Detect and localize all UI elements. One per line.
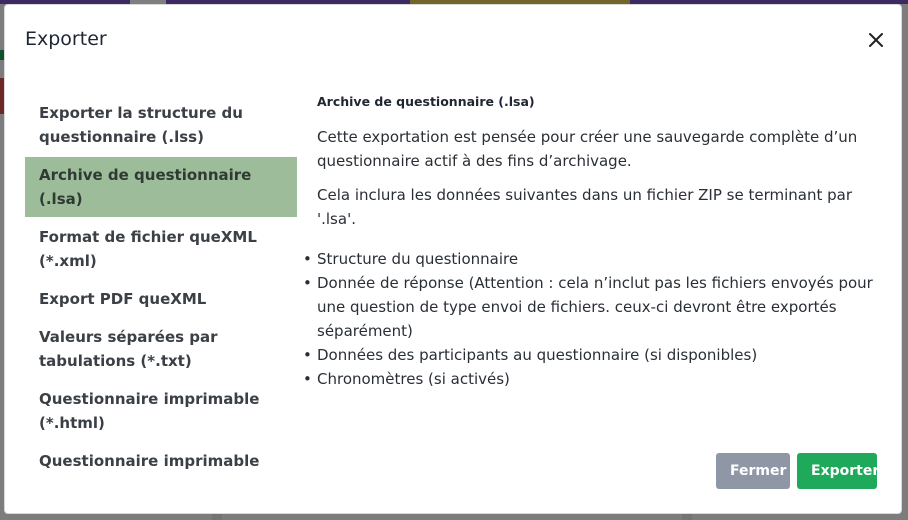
close-icon bbox=[865, 29, 887, 51]
export-option-lsa[interactable]: Archive de questionnaire (.lsa) bbox=[25, 157, 297, 217]
close-dialog-button[interactable]: Fermer bbox=[716, 453, 790, 489]
description-paragraph: Cela inclura les données suivantes dans un fichier ZIP se terminant par '.lsa'. bbox=[317, 186, 853, 228]
modal-title: Exporter bbox=[25, 28, 107, 50]
export-option-printable-html[interactable]: Questionnaire imprimable (*.html) bbox=[39, 390, 260, 432]
list-item: • Données des participants au questionnaire (si disponibles) bbox=[303, 343, 887, 367]
list-item: • Structure du questionnaire bbox=[303, 247, 887, 271]
export-modal bbox=[4, 4, 902, 514]
list-item: • Donnée de réponse (Attention : cela n’inclut pas les fichiers envoyés pour une question de type envoi de fichiers. ceux-ci devront être exportés séparément) bbox=[303, 271, 887, 343]
export-option-quexml[interactable]: Format de fichier queXML (*.xml) bbox=[39, 228, 257, 270]
description-heading: Archive de questionnaire (.lsa) bbox=[317, 94, 535, 109]
list-item: • Chronomètres (si activés) bbox=[303, 367, 887, 391]
description-paragraph: Cette exportation est pensée pour créer une sauvegarde complète d’un questionnaire actif à des fins d’archivage. bbox=[317, 128, 858, 170]
included-data-list bbox=[303, 247, 887, 391]
export-option-tab-separated[interactable]: Valeurs séparées par tabulations (*.txt) bbox=[39, 328, 218, 370]
export-format-list bbox=[25, 95, 297, 479]
export-button[interactable]: Exporter bbox=[797, 453, 877, 489]
export-description bbox=[317, 93, 887, 391]
export-option-printable[interactable]: Questionnaire imprimable bbox=[39, 452, 260, 470]
export-option-lss[interactable]: Exporter la structure du questionnaire (.lss) bbox=[39, 104, 243, 146]
export-option-quexml-pdf[interactable]: Export PDF queXML bbox=[39, 290, 207, 308]
close-button[interactable] bbox=[865, 29, 887, 51]
